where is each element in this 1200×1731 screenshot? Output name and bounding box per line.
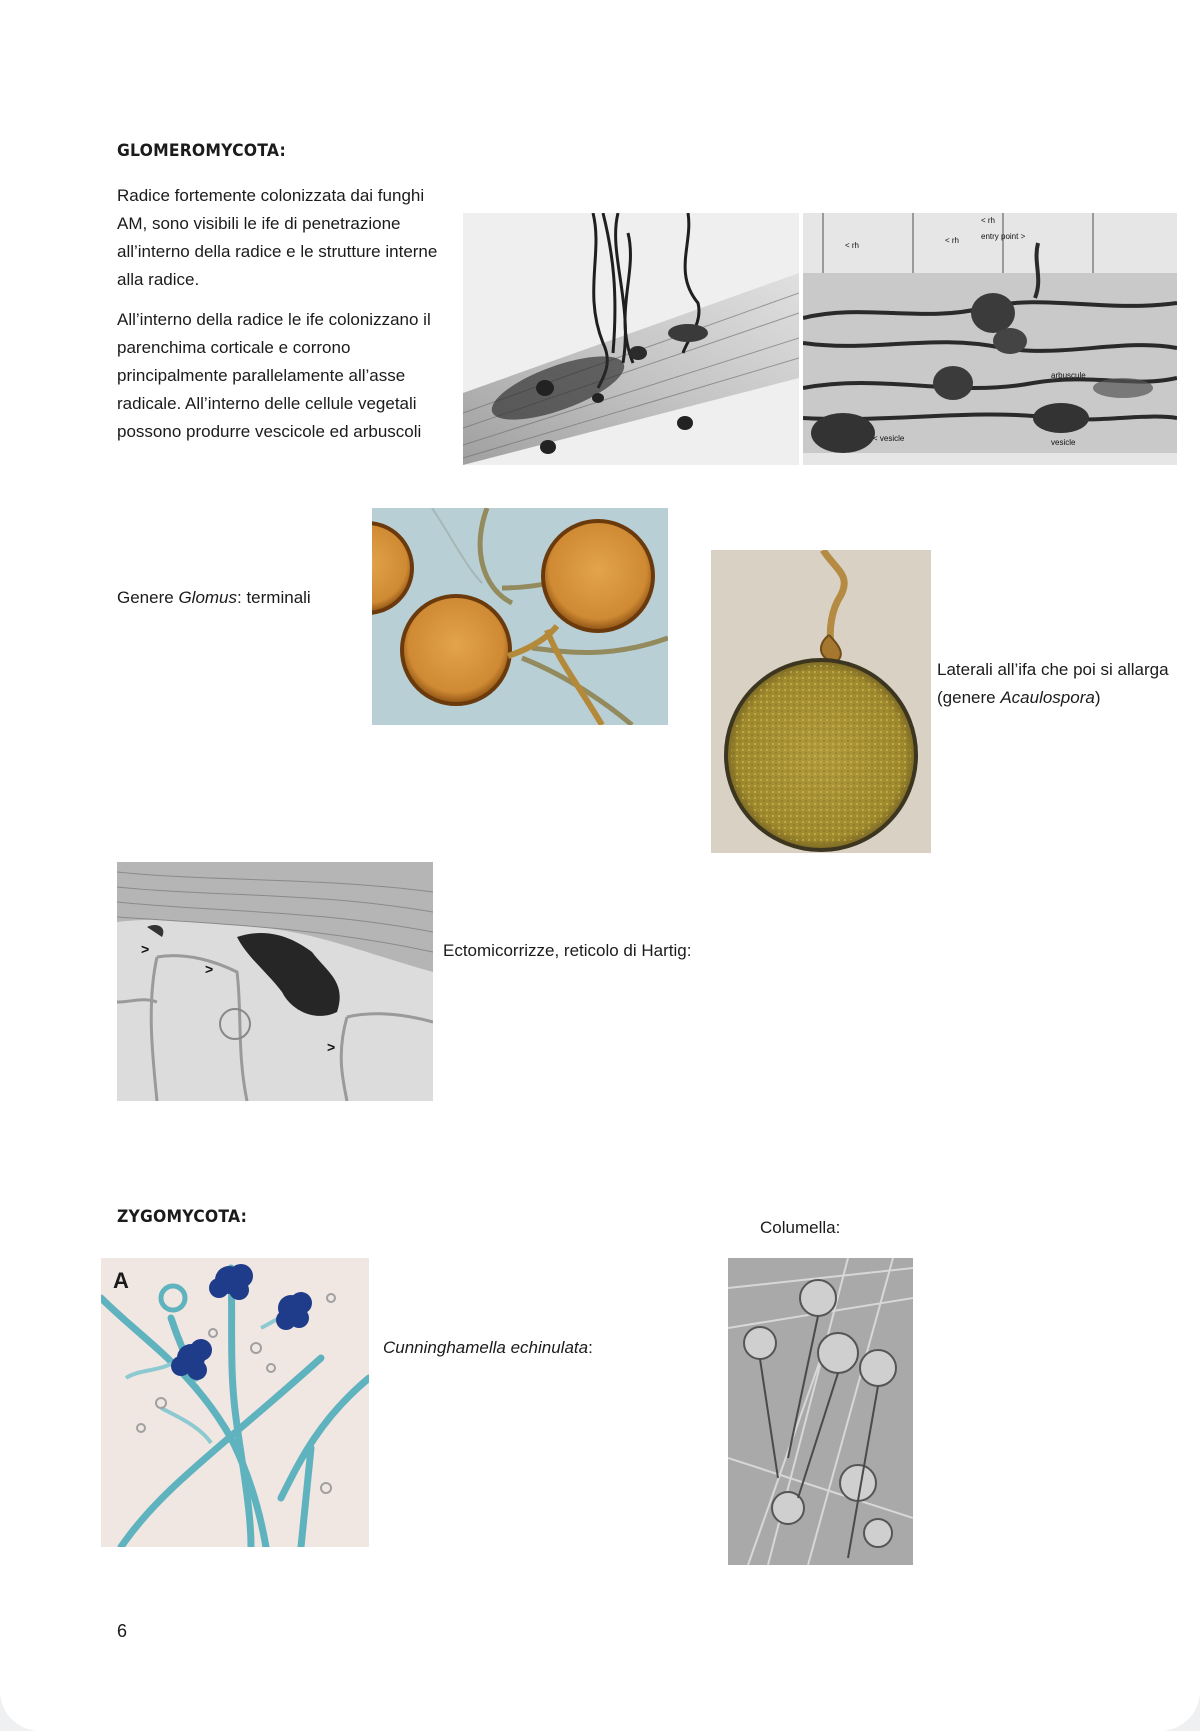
hartig-net-micrograph (117, 862, 433, 1101)
acaulospora-caption-line-2 (937, 684, 1199, 712)
label-rh-left: < rh (845, 241, 860, 250)
internal-structures-micrograph (803, 213, 1177, 465)
acaulospora-caption-line-1: Laterali all’ifa che poi si allarga (937, 660, 1169, 679)
glomeromycota-text (117, 182, 457, 446)
cunninghamella-caption-suffix: : (588, 1338, 593, 1357)
ectomicorrizze-caption: Ectomicorrizze, reticolo di Hartig: (443, 941, 692, 960)
glomeromycota-paragraph-2: All’interno della radice le ife colonizzano il parenchima corticale e corrono principalmente parallelamente all’asse radicale. All’interno delle cellule vegetali possono produrre vescicole ed arbuscoli (117, 310, 431, 441)
hartig-marker-1: > (141, 941, 150, 957)
panel-letter: A (113, 1268, 129, 1293)
label-vesicle-right: vesicle (1051, 438, 1076, 447)
glomus-spores-image (372, 508, 668, 725)
acaulospora-caption-prefix: (genere (937, 688, 1001, 707)
glomus-caption (117, 584, 311, 612)
glomus-caption-prefix: Genere (117, 588, 179, 607)
label-arbuscule: arbuscule (1051, 371, 1086, 380)
zygomycota-heading: ZYGOMYCOTA: (117, 1207, 248, 1227)
glomus-genus-name: Glomus (178, 588, 238, 607)
cunninghamella-species-name: Cunninghamella echinulata (383, 1338, 589, 1357)
root-colonization-micrograph (463, 213, 799, 465)
glomeromycota-paragraph-1: Radice fortemente colonizzata dai funghi AM, sono visibili le ife di penetrazione all’interno della radice e le strutture interne alla radice. (117, 186, 438, 289)
label-entry-point: entry point > (981, 232, 1026, 241)
glomeromycota-heading: GLOMEROMYCOTA: (117, 141, 286, 161)
page-number: 6 (117, 1621, 128, 1641)
acaulospora-spore-image (711, 550, 931, 853)
acaulospora-caption-suffix: ) (1094, 688, 1101, 707)
columella-micrograph (728, 1258, 913, 1565)
acaulospora-caption (937, 656, 1199, 712)
acaulospora-genus-name: Acaulospora (1000, 688, 1095, 707)
glomus-caption-suffix: : terminali (237, 588, 311, 607)
label-rh-top: < rh (981, 216, 996, 225)
label-vesicle-left: < vesicle (873, 434, 905, 443)
columella-label: Columella: (760, 1218, 841, 1237)
cunninghamella-image (101, 1258, 369, 1547)
cunninghamella-caption (383, 1334, 593, 1362)
hartig-marker-2: > (205, 961, 214, 977)
hartig-marker-3: > (327, 1039, 336, 1055)
label-rh-mid: < rh (945, 236, 960, 245)
